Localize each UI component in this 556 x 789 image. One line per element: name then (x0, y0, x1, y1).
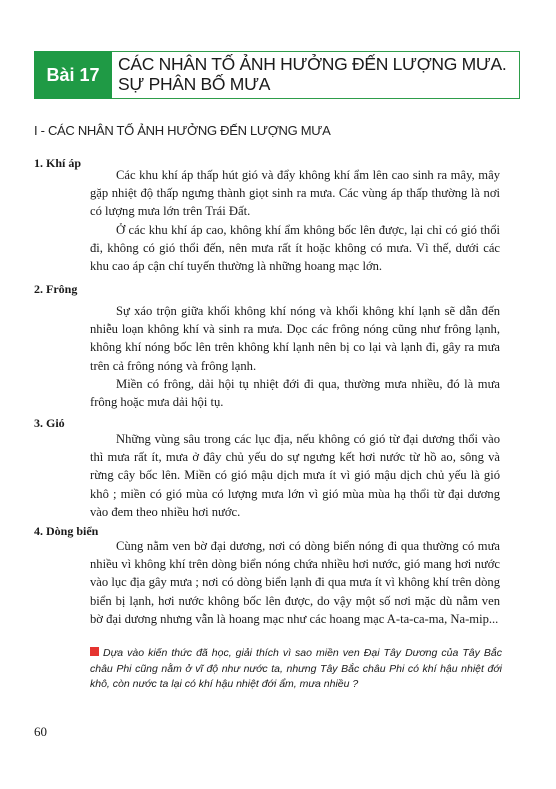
lesson-title-line-1: CÁC NHÂN TỐ ẢNH HƯỞNG ĐẾN LƯỢNG MƯA. (118, 54, 507, 74)
subsection-body-frong (90, 302, 500, 411)
paragraph: Sự xáo trộn giữa khối không khí nóng và khối không khí lạnh sẽ dẫn đến nhiễu loạn không khí và sinh ra mưa. Dọc các frông nóng cũng như frông lạnh, không khí nóng bốc lên trên không khí lạnh nên bị co lại và lạnh đi, gây ra mưa trên cả frông nóng và frông lạnh. (90, 304, 500, 373)
section-heading: I - CÁC NHÂN TỐ ẢNH HƯỞNG ĐẾN LƯỢNG MƯA (34, 123, 331, 138)
subsection-body-khi-ap (90, 166, 500, 275)
lesson-title (118, 54, 518, 94)
lesson-badge: Bài 17 (34, 51, 112, 99)
subsection-title-frong: 2. Frông (34, 282, 78, 296)
lesson-title-line-2: SỰ PHÂN BỐ MƯA (118, 74, 271, 94)
page-number: 60 (34, 724, 47, 739)
question-box (90, 646, 502, 693)
subsection-title-khi-ap: 1. Khí áp (34, 156, 82, 170)
paragraph: Ở các khu khí áp cao, không khí ẩm không bốc lên được, lại chỉ có gió thổi đi, không có gió thổi đến, nên mưa rất ít hoặc không có mưa. Vì thế, dưới các khu cao áp cận chí tuyến thường là những hoang mạc lớn. (90, 222, 500, 274)
question-marker-icon (90, 647, 99, 656)
paragraph: Miền có frông, dải hội tụ nhiệt đới đi qua, thường mưa nhiều, đó là mưa frông hoặc mưa dải hội tụ. (90, 376, 500, 410)
paragraph: Các khu khí áp thấp hút gió và đẩy không khí ẩm lên cao sinh ra mây, mây gặp nhiệt độ thấp ngưng thành giọt sinh ra mưa. Các vùng áp thấp thường là nơi có lượng mưa lớn trên Trái Đất. (90, 168, 500, 219)
subsection-body-dong-bien (90, 537, 500, 628)
subsection-title-gio: 3. Gió (34, 416, 65, 430)
subsection-title-dong-bien: 4. Dòng biển (34, 524, 99, 538)
paragraph: Cùng nằm ven bờ đại dương, nơi có dòng biển nóng đi qua thường có mưa nhiều vì không khí trên dòng biển nóng chứa nhiều hơi nước, gió mang hơi nước vào lục địa gây mưa ; nơi có dòng biển lạnh đi qua mưa ít vì không khí trên dòng biển bị lạnh, hơi nước không bốc lên được, do vậy một số nơi mặc dù nằm ven bờ đại dương nhưng vẫn là hoang mạc như các hoang mạc A-ta-ca-ma, Na-mip... (90, 539, 500, 626)
subsection-body-gio (90, 430, 500, 521)
paragraph: Những vùng sâu trong các lục địa, nếu không có gió từ đại dương thổi vào thì mưa rất ít, mưa ở đây chủ yếu do sự ngưng kết hơi nước từ hồ ao, sông và rừng cây bốc lên. Miền có gió mậu dịch mưa ít vì gió mậu dịch chủ yếu là gió khô ; miền có gió mùa có lượng mưa lớn vì gió mùa mùa hạ thổi từ đại dương vào đem theo nhiều hơi nước. (90, 432, 500, 519)
question-text: Dựa vào kiến thức đã học, giải thích vì sao miền ven Đại Tây Dương của Tây Bắc châu Phi cũng nằm ở vĩ độ như nước ta, nhưng Tây Bắc châu Phi có khí hậu nhiệt đới khô, còn nước ta lại có khí hậu nhiệt đới ẩm, mưa nhiều ? (90, 647, 502, 690)
